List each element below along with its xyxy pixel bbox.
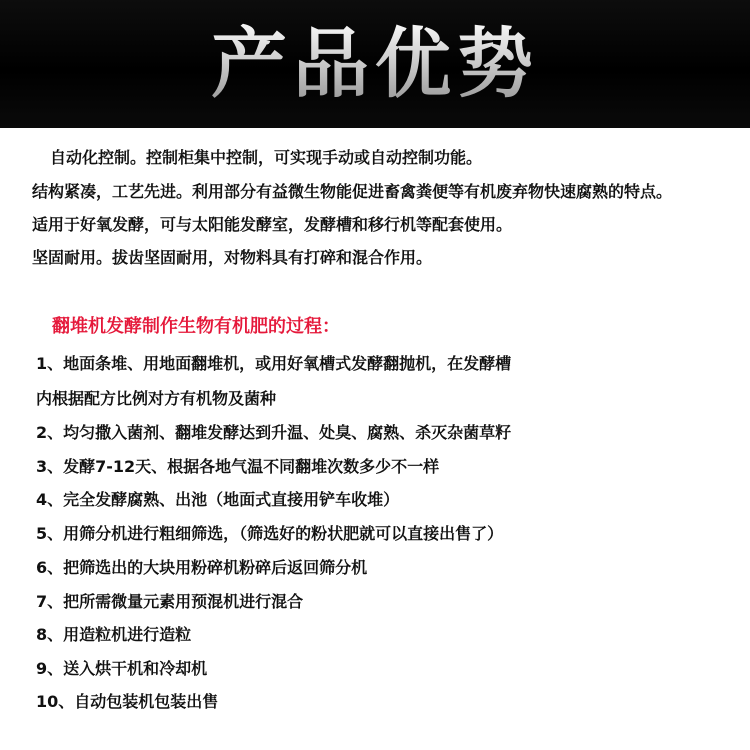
process-step: 4、完全发酵腐熟、出池（地面式直接用铲车收堆） xyxy=(36,490,400,509)
process-heading: 翻堆机发酵制作生物有机肥的过程： xyxy=(52,316,340,337)
title-banner xyxy=(0,0,750,128)
feature-item: 结构紧凑，工艺先进。利用部分有益微生物能促进畜禽粪便等有机废弃物快速腐熟的特点。 xyxy=(32,182,673,201)
process-step: 2、均匀撒入菌剂、翻堆发酵达到升温、处臭、腐熟、杀灭杂菌草籽 xyxy=(36,423,512,442)
process-step: 10、自动包装机包装出售 xyxy=(36,692,219,711)
feature-item: 自动化控制。控制柜集中控制，可实现手动或自动控制功能。 xyxy=(50,148,483,167)
banner-title: 产品优势 xyxy=(0,16,750,112)
feature-item: 适用于好氧发酵，可与太阳能发酵室，发酵槽和移行机等配套使用。 xyxy=(32,215,513,234)
feature-item: 坚固耐用。拔齿坚固耐用，对物料具有打碎和混合作用。 xyxy=(32,248,433,267)
process-step: 6、把筛选出的大块用粉碎机粉碎后返回筛分机 xyxy=(36,558,368,577)
process-step: 9、送入烘干机和冷却机 xyxy=(36,659,208,678)
process-step: 1、地面条堆、用地面翻堆机，或用好氧槽式发酵翻抛机，在发酵槽 xyxy=(36,354,512,373)
process-step: 8、用造粒机进行造粒 xyxy=(36,625,192,644)
process-step: 5、用筛分机进行粗细筛选，（筛选好的粉状肥就可以直接出售了） xyxy=(36,524,504,543)
process-step: 3、发酵7-12天、根据各地气温不同翻堆次数多少不一样 xyxy=(36,457,440,476)
process-step: 内根据配方比例对方有机物及菌种 xyxy=(36,389,277,408)
process-step: 7、把所需微量元素用预混机进行混合 xyxy=(36,592,304,611)
